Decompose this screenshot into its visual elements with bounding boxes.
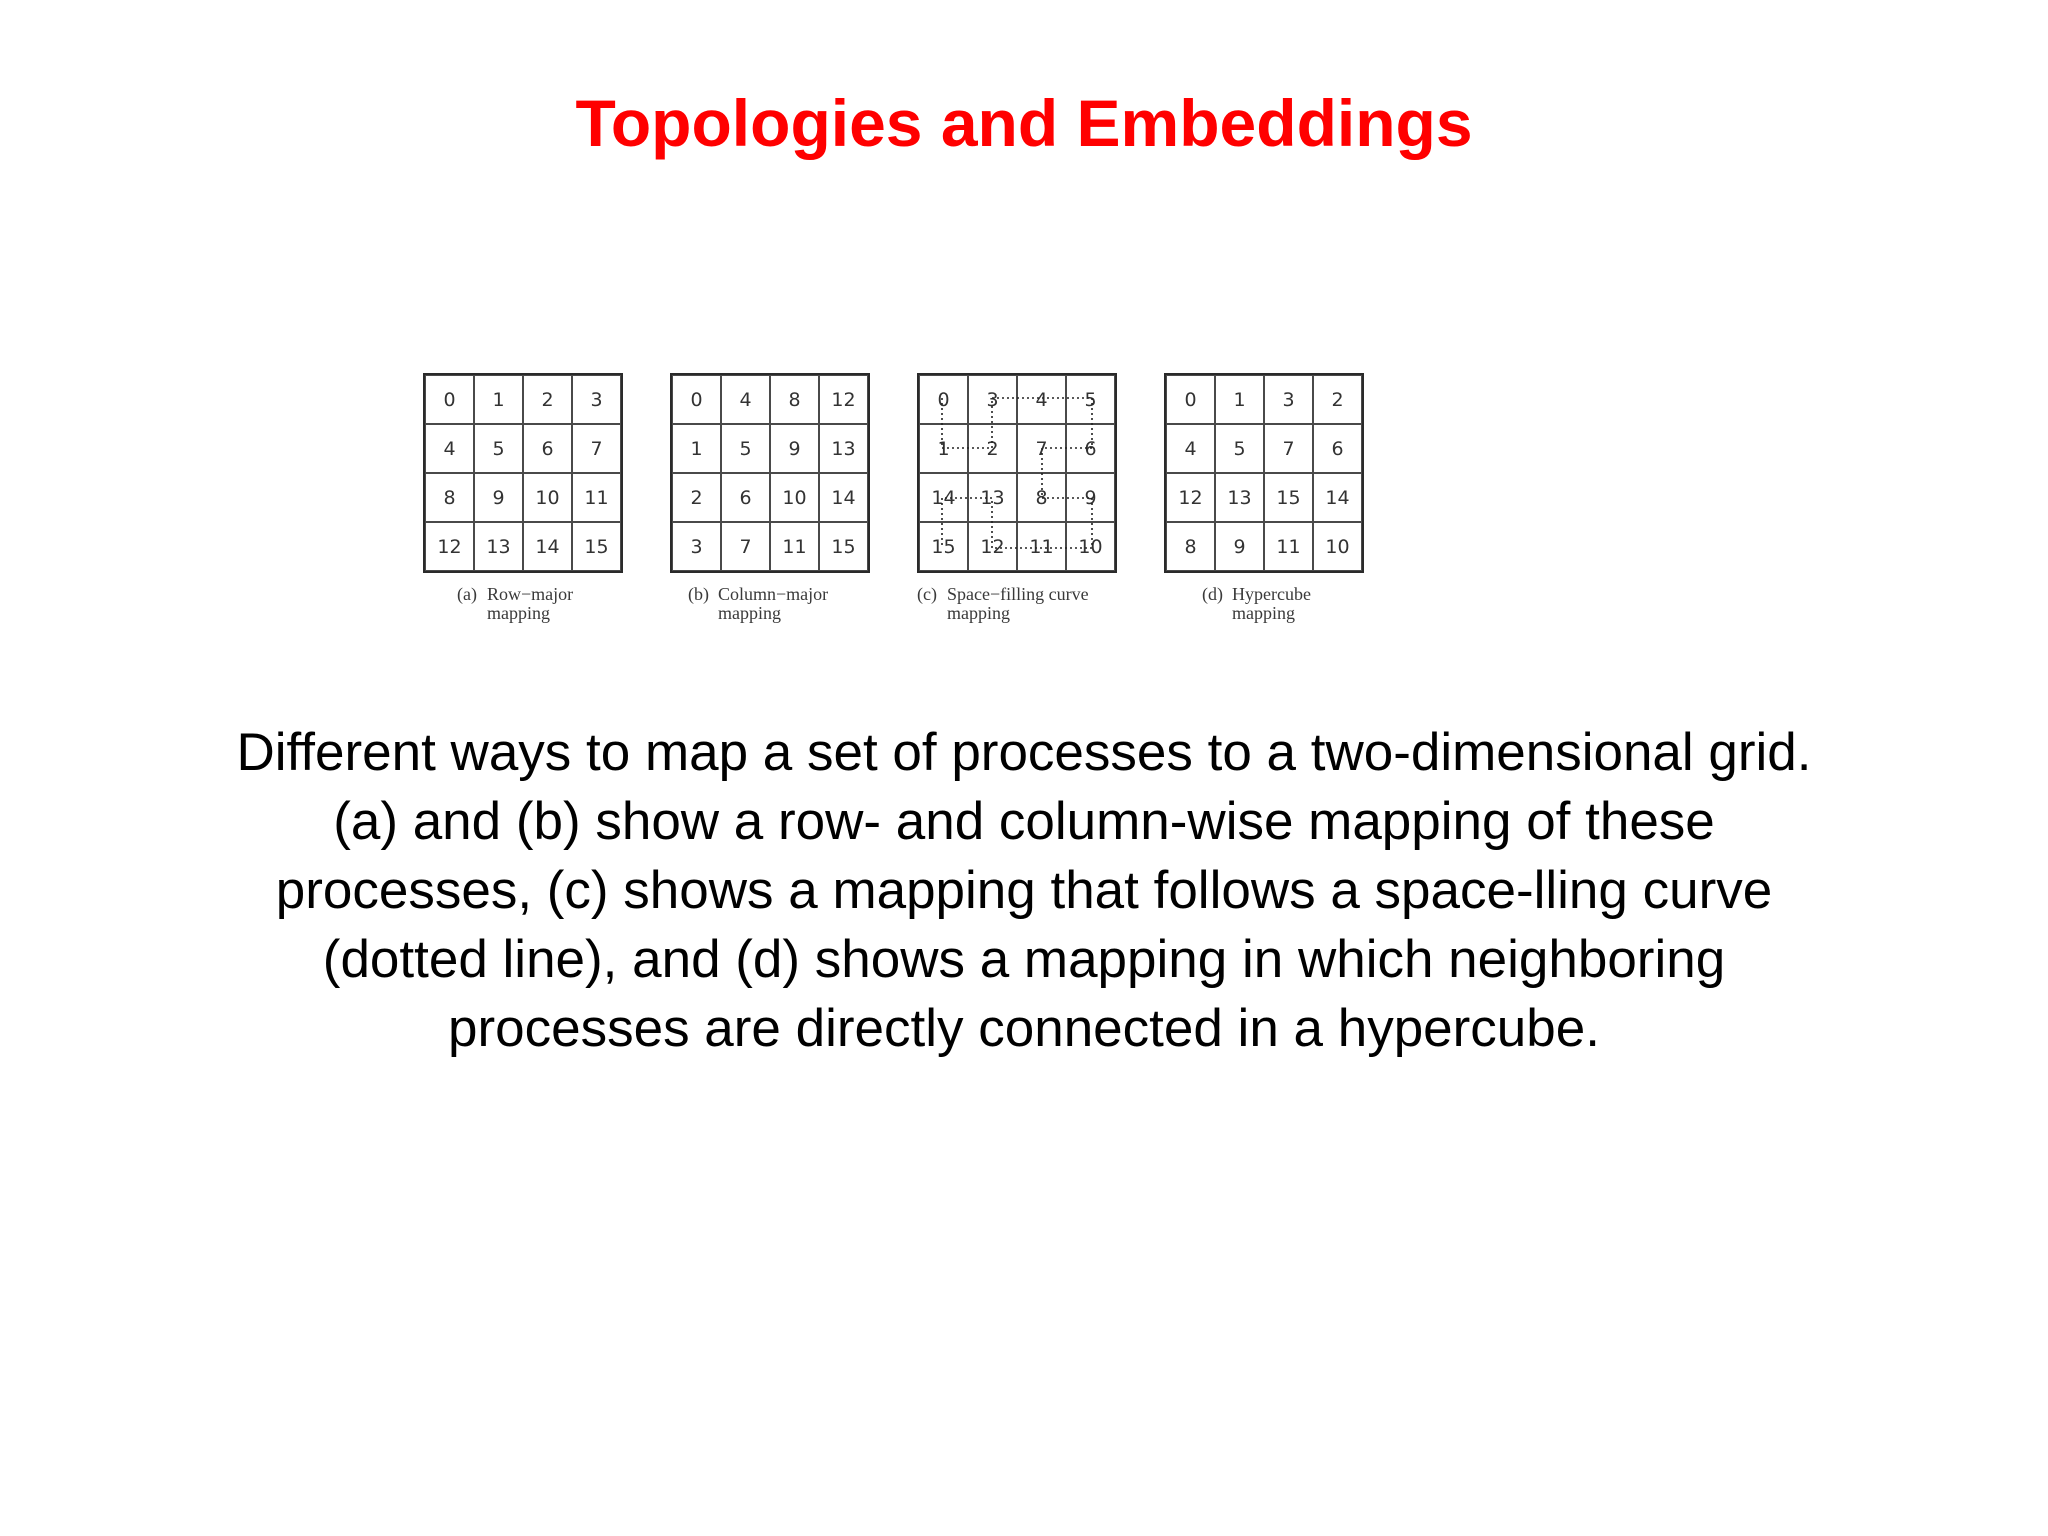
grid-cell: 3 [572,375,621,424]
grid-hypercube [1164,373,1364,573]
grid-row-major [423,373,623,573]
panel-row-major [423,373,623,643]
grid-cell: 14 [523,522,572,571]
panel-hypercube [1164,373,1364,643]
grid-cell: 2 [968,424,1017,473]
caption-tag: (d) [1202,584,1223,604]
grid-column-major-wrap [670,373,870,573]
grid-cell: 11 [770,522,819,571]
grid-cell: 5 [1215,424,1264,473]
grid-cell: 7 [572,424,621,473]
grid-cell: 8 [770,375,819,424]
grid-cell: 15 [572,522,621,571]
grid-cell: 9 [1215,522,1264,571]
grid-cell: 1 [474,375,523,424]
caption-column-major [670,585,888,623]
grid-cell: 13 [1215,473,1264,522]
grid-cell: 2 [523,375,572,424]
caption-line2: mapping [947,603,1010,623]
grid-hypercube-wrap [1164,373,1364,573]
grid-cell: 13 [819,424,868,473]
grid-cell: 1 [1215,375,1264,424]
grid-cell: 12 [1166,473,1215,522]
grid-cell: 2 [672,473,721,522]
panel-column-major [670,373,870,643]
caption-line2: mapping [1232,603,1295,623]
grid-cell: 10 [523,473,572,522]
grid-cell: 14 [919,473,968,522]
caption-line2: mapping [718,603,781,623]
caption-tag: (b) [688,584,709,604]
caption-line1: Row−major [487,584,574,604]
grid-cell: 7 [1017,424,1066,473]
grid-row-major-wrap [423,373,623,573]
grid-cell: 15 [819,522,868,571]
grid-cell: 9 [474,473,523,522]
caption-hypercube [1164,585,1402,623]
grid-cell: 1 [919,424,968,473]
grid-cell: 0 [1166,375,1215,424]
grid-cell: 5 [474,424,523,473]
grid-cell: 8 [425,473,474,522]
grid-cell: 7 [721,522,770,571]
panel-space-filling-curve [917,373,1117,643]
grid-cell: 6 [721,473,770,522]
grid-cell: 3 [672,522,721,571]
grid-cell: 12 [968,522,1017,571]
grid-cell: 3 [1264,375,1313,424]
grid-cell: 12 [425,522,474,571]
grid-cell: 10 [1313,522,1362,571]
grid-cell: 6 [523,424,572,473]
grid-cell: 8 [1017,473,1066,522]
grid-cell: 9 [1066,473,1115,522]
grid-cell: 0 [672,375,721,424]
caption-line1: Column−major [718,584,829,604]
grid-cell: 4 [721,375,770,424]
grid-cell: 0 [425,375,474,424]
caption-space-filling-curve [917,585,1117,623]
grid-cell: 11 [1264,522,1313,571]
mapping-figures [423,373,1383,643]
grid-cell: 13 [968,473,1017,522]
grid-cell: 15 [1264,473,1313,522]
slide-title: Topologies and Embeddings [575,86,1473,160]
grid-cell: 5 [721,424,770,473]
grid-cell: 14 [819,473,868,522]
grid-cell: 2 [1313,375,1362,424]
grid-cell: 9 [770,424,819,473]
grid-cell: 4 [425,424,474,473]
grid-cell: 3 [968,375,1017,424]
grid-cell: 5 [1066,375,1115,424]
grid-space-filling-wrap [917,373,1117,573]
grid-cell: 12 [819,375,868,424]
grid-cell: 6 [1066,424,1115,473]
caption-tag: (a) [457,584,477,604]
grid-cell: 1 [672,424,721,473]
grid-cell: 0 [919,375,968,424]
grid-cell: 11 [572,473,621,522]
grid-cell: 15 [919,522,968,571]
slide-description: Different ways to map a set of processes to a two-dimensional grid. (a) and (b) show a row- and column-wise mapping of these processes, (c) shows a mapping that follows a space-lling curve (dotted line), and (d) shows a mapping in which neighboring processes are directly connected in a hypercube. [236,723,1812,1058]
grid-cell: 13 [474,522,523,571]
grid-cell: 10 [1066,522,1115,571]
grid-cell: 8 [1166,522,1215,571]
grid-column-major [670,373,870,573]
grid-cell: 10 [770,473,819,522]
grid-cell: 6 [1313,424,1362,473]
grid-cell: 14 [1313,473,1362,522]
grid-cell: 4 [1017,375,1066,424]
caption-line2: mapping [487,603,550,623]
grid-space-filling-curve [917,373,1117,573]
grid-cell: 7 [1264,424,1313,473]
caption-row-major [423,585,657,623]
grid-cell: 11 [1017,522,1066,571]
grid-cell: 4 [1166,424,1215,473]
caption-tag: (c) [917,584,937,604]
caption-line1: Space−filling curve [947,584,1089,604]
caption-line1: Hypercube [1232,584,1311,604]
